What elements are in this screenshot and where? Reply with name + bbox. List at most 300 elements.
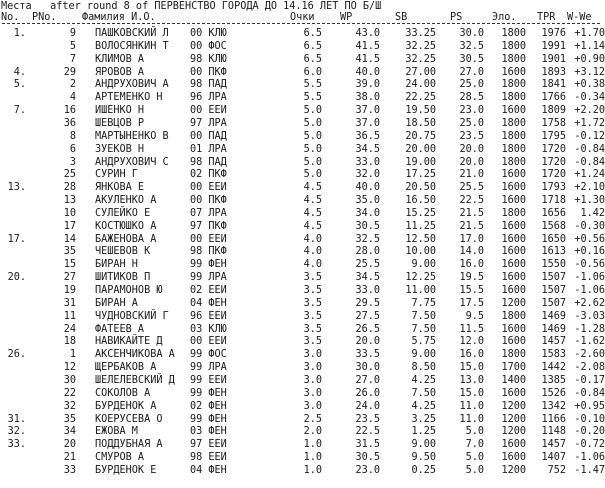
row-player: КОЕРУСЕВА О <box>95 413 163 425</box>
row-elo: 1800 <box>501 92 526 104</box>
row-player: БУРДЕНОК Е <box>95 464 157 476</box>
row-place: 13. <box>7 182 26 194</box>
row-elo: 1200 <box>501 464 526 476</box>
row-wwe: +0.16 <box>574 246 605 258</box>
row-pno: 4 <box>69 92 76 104</box>
row-tpr: 1841 <box>541 79 566 91</box>
table-row <box>0 349 605 361</box>
row-points: 3.0 <box>303 349 322 361</box>
row-pno: 21 <box>63 452 76 464</box>
row-points: 5.5 <box>303 79 322 91</box>
row-elo: 1600 <box>501 336 526 348</box>
row-place: 26. <box>7 349 26 361</box>
row-sb: 18.50 <box>405 118 436 129</box>
row-points: 2.0 <box>303 426 322 438</box>
table-row <box>0 439 605 451</box>
row-place: 1. <box>13 28 26 39</box>
row-sb: 11.00 <box>405 285 436 296</box>
row-wwe: -0.84 <box>574 143 605 155</box>
row-info: 01 ЛРА <box>190 143 227 155</box>
row-points: 4.5 <box>303 207 322 219</box>
row-ps: 5.0 <box>465 426 484 438</box>
row-ps: 27.0 <box>459 66 484 78</box>
row-elo: 1600 <box>501 233 526 245</box>
row-points: 3.0 <box>303 400 322 412</box>
row-points: 5.0 <box>303 118 322 129</box>
row-ps: 7.0 <box>465 439 484 451</box>
row-wp: 30.0 <box>355 362 380 374</box>
row-ps: 22.5 <box>459 195 484 206</box>
row-sb: 5.75 <box>411 336 436 348</box>
row-wp: 34.0 <box>355 207 380 219</box>
row-wwe: -3.03 <box>574 310 605 322</box>
row-ps: 30.5 <box>459 53 484 65</box>
row-sb: 4.25 <box>411 374 436 386</box>
row-wwe: -1.06 <box>574 285 605 296</box>
row-wwe: +1.24 <box>574 169 605 181</box>
row-ps: 19.5 <box>459 272 484 284</box>
row-points: 5.0 <box>303 156 322 168</box>
row-sb: 1.25 <box>411 426 436 438</box>
row-points: 6.5 <box>303 40 322 52</box>
row-tpr: 1656 <box>541 207 566 219</box>
row-player: ЧЕШЕВОВ К <box>95 246 151 258</box>
row-wwe: -2.08 <box>574 362 605 374</box>
row-pno: 25 <box>63 169 76 181</box>
row-place: 32. <box>7 426 26 438</box>
table-row <box>0 143 605 156</box>
col-tpr: TPR <box>537 12 556 23</box>
row-pno: 8 <box>69 130 76 142</box>
row-ps: 9.5 <box>465 310 484 322</box>
row-pno: 1 <box>69 349 76 361</box>
row-tpr: 1718 <box>541 195 566 206</box>
row-ps: 28.5 <box>459 92 484 104</box>
row-info: 96 ЕЕИ <box>190 310 227 322</box>
row-info: 99 ФЕН <box>190 413 227 425</box>
row-player: БИРАН А <box>95 297 138 309</box>
row-pno: 14 <box>63 233 76 245</box>
table-row <box>0 452 605 464</box>
row-pno: 35 <box>63 246 76 258</box>
row-wp: 33.0 <box>355 285 380 296</box>
row-info: 04 ФЕН <box>190 297 227 309</box>
row-sb: 10.00 <box>405 246 436 258</box>
row-wp: 29.5 <box>355 297 380 309</box>
row-tpr: 1650 <box>541 233 566 245</box>
row-points: 5.0 <box>303 143 322 155</box>
col-pno: PNo. <box>32 12 57 23</box>
row-info: 03 КЛЮ <box>190 323 227 335</box>
row-sb: 9.00 <box>411 259 436 271</box>
table-row <box>0 400 605 413</box>
col-sb: SB <box>395 12 408 23</box>
row-player: БИРАН Н <box>95 259 138 271</box>
row-info: 99 ЕЕИ <box>190 374 227 386</box>
row-place: 5. <box>13 79 26 91</box>
table-row <box>0 182 605 194</box>
row-wwe: -1.06 <box>574 272 605 284</box>
row-tpr: 1568 <box>541 220 566 232</box>
row-wwe: +1.30 <box>574 195 605 206</box>
row-tpr: 1991 <box>541 40 566 52</box>
row-ps: 25.0 <box>459 118 484 129</box>
row-player: СОКОЛОВ А <box>95 387 151 399</box>
row-elo: 1600 <box>501 169 526 181</box>
row-wp: 28.0 <box>355 246 380 258</box>
row-ps: 11.0 <box>459 400 484 412</box>
row-sb: 15.25 <box>405 207 436 219</box>
table-row <box>0 130 605 143</box>
row-info: 97 ЛРА <box>190 118 227 129</box>
row-wp: 22.5 <box>355 426 380 438</box>
row-wwe: -1.28 <box>574 323 605 335</box>
row-tpr: 1457 <box>541 336 566 348</box>
row-wp: 36.5 <box>355 130 380 142</box>
row-info: 99 ФОС <box>190 349 227 361</box>
row-wwe: -1.62 <box>574 336 605 348</box>
row-tpr: 1342 <box>541 400 566 412</box>
row-info: 02 ФЕН <box>190 400 227 412</box>
row-wwe: +3.12 <box>574 66 605 78</box>
row-tpr: 1166 <box>541 413 566 425</box>
row-ps: 25.0 <box>459 79 484 91</box>
row-wwe: -0.34 <box>574 92 605 104</box>
row-sb: 27.00 <box>405 66 436 78</box>
row-tpr: 1407 <box>541 452 566 464</box>
table-row <box>0 233 605 246</box>
header-divider <box>2 23 600 24</box>
row-player: ПОДДУБНАЯ А <box>95 439 163 451</box>
row-sb: 8.50 <box>411 362 436 374</box>
row-player: ЯРОВОВ А <box>95 66 145 78</box>
row-wp: 34.5 <box>355 143 380 155</box>
row-points: 1.0 <box>303 464 322 476</box>
row-points: 3.5 <box>303 285 322 296</box>
row-wwe: -0.84 <box>574 387 605 399</box>
row-player: ШЕВЦОВ Р <box>95 118 145 129</box>
row-info: 99 ЛРА <box>190 362 227 374</box>
row-info: 00 ЕЕИ <box>190 105 227 117</box>
row-points: 3.5 <box>303 310 322 322</box>
row-points: 1.0 <box>303 439 322 451</box>
row-info: 96 ЛРА <box>190 92 227 104</box>
row-elo: 1600 <box>501 259 526 271</box>
row-pno: 10 <box>63 207 76 219</box>
row-elo: 1200 <box>501 426 526 438</box>
row-wp: 41.5 <box>355 40 380 52</box>
row-pno: 11 <box>63 310 76 322</box>
row-tpr: 1793 <box>541 182 566 194</box>
row-place: 7. <box>13 105 26 117</box>
row-info: 00 ПАД <box>190 130 227 142</box>
row-info: 02 ЕЕИ <box>190 285 227 296</box>
row-points: 6.5 <box>303 53 322 65</box>
row-elo: 1600 <box>501 105 526 117</box>
row-place: 4. <box>13 66 26 78</box>
row-pno: 15 <box>63 259 76 271</box>
row-info: 98 ПКФ <box>190 246 227 258</box>
row-sb: 32.25 <box>405 53 436 65</box>
row-tpr: 752 <box>547 464 566 476</box>
row-wwe: +1.14 <box>574 40 605 52</box>
row-sb: 9.00 <box>411 349 436 361</box>
row-info: 98 ПАД <box>190 156 227 168</box>
row-player: АНДРУХОВИЧ С <box>95 156 169 168</box>
row-pno: 19 <box>63 285 76 296</box>
row-wp: 26.0 <box>355 387 380 399</box>
row-wwe: -0.10 <box>574 413 605 425</box>
table-row <box>0 362 605 374</box>
row-info: 99 ФЕН <box>190 259 227 271</box>
row-info: 98 ЕЕИ <box>190 452 227 464</box>
row-points: 3.5 <box>303 336 322 348</box>
row-player: БУРДЕНОК А <box>95 400 157 412</box>
row-wp: 34.5 <box>355 272 380 284</box>
row-player: ЧУДНОВСКИЙ Г <box>95 310 169 322</box>
table-row <box>0 285 605 297</box>
row-ps: 21.5 <box>459 220 484 232</box>
row-ps: 5.0 <box>465 464 484 476</box>
row-tpr: 1507 <box>541 272 566 284</box>
table-row <box>0 105 605 117</box>
row-player: АРТЕМЕНКО Н <box>95 92 163 104</box>
row-tpr: 1583 <box>541 349 566 361</box>
row-ps: 12.0 <box>459 336 484 348</box>
row-points: 5.0 <box>303 105 322 117</box>
row-tpr: 1901 <box>541 53 566 65</box>
row-wwe: +1.70 <box>574 28 605 39</box>
row-wwe: -0.12 <box>574 130 605 142</box>
table-row <box>0 169 605 181</box>
row-info: 00 ЕЕИ <box>190 233 227 245</box>
row-wp: 37.0 <box>355 105 380 117</box>
row-pno: 32 <box>63 400 76 412</box>
row-ps: 15.5 <box>459 285 484 296</box>
row-wp: 30.5 <box>355 452 380 464</box>
row-player: ИШЕНКО Н <box>95 105 145 117</box>
row-info: 00 ЕЕИ <box>190 336 227 348</box>
row-info: 00 ЕЕИ <box>190 182 227 194</box>
row-sb: 33.25 <box>405 28 436 39</box>
table-row <box>0 426 605 438</box>
row-wp: 25.5 <box>355 259 380 271</box>
row-ps: 16.0 <box>459 349 484 361</box>
row-pno: 30 <box>63 374 76 386</box>
title-text: Места after round 8 of ПЕРВЕНСТВО ГОРОДА ДО 14.16 ЛЕТ ПО Б/Ш <box>1 1 382 12</box>
row-elo: 1600 <box>501 285 526 296</box>
row-info: 04 ФЕН <box>190 464 227 476</box>
row-points: 4.5 <box>303 195 322 206</box>
row-pno: 24 <box>63 323 76 335</box>
row-ps: 13.0 <box>459 374 484 386</box>
table-row <box>0 323 605 336</box>
table-row <box>0 28 605 40</box>
row-tpr: 1469 <box>541 323 566 335</box>
row-sb: 12.50 <box>405 233 436 245</box>
row-points: 4.5 <box>303 220 322 232</box>
col-place: No. <box>1 12 20 23</box>
row-elo: 1200 <box>501 400 526 412</box>
row-elo: 1400 <box>501 374 526 386</box>
row-pno: 9 <box>69 28 76 39</box>
row-ps: 25.5 <box>459 182 484 194</box>
row-points: 3.5 <box>303 272 322 284</box>
row-tpr: 1720 <box>541 156 566 168</box>
row-ps: 11.5 <box>459 323 484 335</box>
row-info: 98 ПАД <box>190 79 227 91</box>
row-pno: 33 <box>63 464 76 476</box>
row-pno: 12 <box>63 362 76 374</box>
table-row <box>0 220 605 233</box>
row-wwe: +0.56 <box>574 233 605 245</box>
row-wp: 33.0 <box>355 156 380 168</box>
row-elo: 1200 <box>501 413 526 425</box>
row-ps: 17.5 <box>459 297 484 309</box>
row-tpr: 1457 <box>541 439 566 451</box>
row-sb: 32.25 <box>405 40 436 52</box>
row-elo: 1800 <box>501 40 526 52</box>
row-pno: 35 <box>63 413 76 425</box>
row-ps: 17.0 <box>459 233 484 245</box>
row-wp: 38.0 <box>355 92 380 104</box>
row-player: АНДРУХОВИЧ А <box>95 79 169 91</box>
row-points: 4.0 <box>303 233 322 245</box>
row-tpr: 1795 <box>541 130 566 142</box>
row-pno: 22 <box>63 387 76 399</box>
table-row <box>0 413 605 426</box>
row-info: 98 КЛЮ <box>190 53 227 65</box>
row-tpr: 1809 <box>541 105 566 117</box>
row-player: КОСТЮШКО А <box>95 220 157 232</box>
row-wp: 31.5 <box>355 439 380 451</box>
row-player: БАЖЕНОВА А <box>95 233 157 245</box>
table-row <box>0 207 605 220</box>
row-wp: 23.5 <box>355 413 380 425</box>
row-info: 97 ЕЕИ <box>190 439 227 451</box>
table-row <box>0 297 605 310</box>
row-info: 00 ПКФ <box>190 66 227 78</box>
row-sb: 7.50 <box>411 310 436 322</box>
row-points: 2.5 <box>303 413 322 425</box>
row-player: ШЕЛЕЛЕВСКИЙ Д <box>95 374 175 386</box>
row-tpr: 1469 <box>541 310 566 322</box>
row-player: СУРИН Г <box>95 169 138 181</box>
row-wp: 24.0 <box>355 400 380 412</box>
row-elo: 1800 <box>501 207 526 219</box>
row-elo: 1600 <box>501 246 526 258</box>
row-wwe: -1.06 <box>574 452 605 464</box>
table-row <box>0 53 605 66</box>
row-points: 3.0 <box>303 387 322 399</box>
row-wp: 32.5 <box>355 233 380 245</box>
table-row <box>0 195 605 207</box>
row-elo: 1600 <box>501 272 526 284</box>
row-info: 00 ФОС <box>190 40 227 52</box>
row-wp: 37.0 <box>355 118 380 129</box>
row-wp: 30.5 <box>355 220 380 232</box>
row-wp: 20.0 <box>355 336 380 348</box>
row-player: КЛИМОВ А <box>95 53 145 65</box>
row-pno: 6 <box>69 143 76 155</box>
row-points: 4.0 <box>303 246 322 258</box>
row-elo: 1600 <box>501 220 526 232</box>
row-sb: 12.25 <box>405 272 436 284</box>
row-ps: 21.0 <box>459 169 484 181</box>
row-points: 3.5 <box>303 297 322 309</box>
row-elo: 1800 <box>501 130 526 142</box>
row-elo: 1800 <box>501 349 526 361</box>
row-player: НАВИКАЙТЕ Д <box>95 336 163 348</box>
row-player: ШИТИКОВ П <box>95 272 151 284</box>
row-tpr: 1720 <box>541 143 566 155</box>
row-wp: 40.0 <box>355 182 380 194</box>
table-row <box>0 246 605 258</box>
row-pno: 20 <box>63 439 76 451</box>
table-row <box>0 118 605 130</box>
row-tpr: 1507 <box>541 297 566 309</box>
row-pno: 31 <box>63 297 76 309</box>
row-elo: 1600 <box>501 452 526 464</box>
row-sb: 19.50 <box>405 105 436 117</box>
row-ps: 15.0 <box>459 362 484 374</box>
row-player: ПАШКОВСКИЙ Л <box>95 28 169 39</box>
row-player: ЗУЕКОВ Н <box>95 143 145 155</box>
row-pno: 18 <box>63 336 76 348</box>
row-place: 33. <box>7 439 26 451</box>
row-wwe: -0.56 <box>574 259 605 271</box>
row-points: 4.0 <box>303 259 322 271</box>
row-elo: 1800 <box>501 118 526 129</box>
row-wp: 27.0 <box>355 374 380 386</box>
row-sb: 3.25 <box>411 413 436 425</box>
row-sb: 17.25 <box>405 169 436 181</box>
row-sb: 16.50 <box>405 195 436 206</box>
row-player: АКСЕНЧИКОВА А <box>95 349 175 361</box>
row-ps: 5.0 <box>465 452 484 464</box>
row-tpr: 1148 <box>541 426 566 438</box>
row-place: 20. <box>7 272 26 284</box>
row-place: 31. <box>7 413 26 425</box>
table-row <box>0 66 605 79</box>
row-wwe: -1.47 <box>574 464 605 476</box>
row-elo: 1600 <box>501 439 526 451</box>
row-wp: 41.5 <box>355 53 380 65</box>
row-points: 5.0 <box>303 130 322 142</box>
row-place: 17. <box>7 233 26 245</box>
row-elo: 1200 <box>501 297 526 309</box>
row-pno: 13 <box>63 195 76 206</box>
row-tpr: 1893 <box>541 66 566 78</box>
row-sb: 9.50 <box>411 452 436 464</box>
row-tpr: 1385 <box>541 374 566 386</box>
row-wwe: -0.84 <box>574 156 605 168</box>
row-ps: 11.0 <box>459 413 484 425</box>
row-tpr: 1613 <box>541 246 566 258</box>
row-points: 3.5 <box>303 323 322 335</box>
row-wwe: +2.20 <box>574 105 605 117</box>
row-pno: 5 <box>69 40 76 52</box>
row-elo: 1600 <box>501 387 526 399</box>
table-row <box>0 259 605 271</box>
row-points: 1.0 <box>303 452 322 464</box>
row-pno: 27 <box>63 272 76 284</box>
row-pno: 16 <box>63 105 76 117</box>
row-wwe: +2.62 <box>574 297 605 309</box>
row-pno: 34 <box>63 426 76 438</box>
row-tpr: 1507 <box>541 285 566 296</box>
row-ps: 20.0 <box>459 143 484 155</box>
